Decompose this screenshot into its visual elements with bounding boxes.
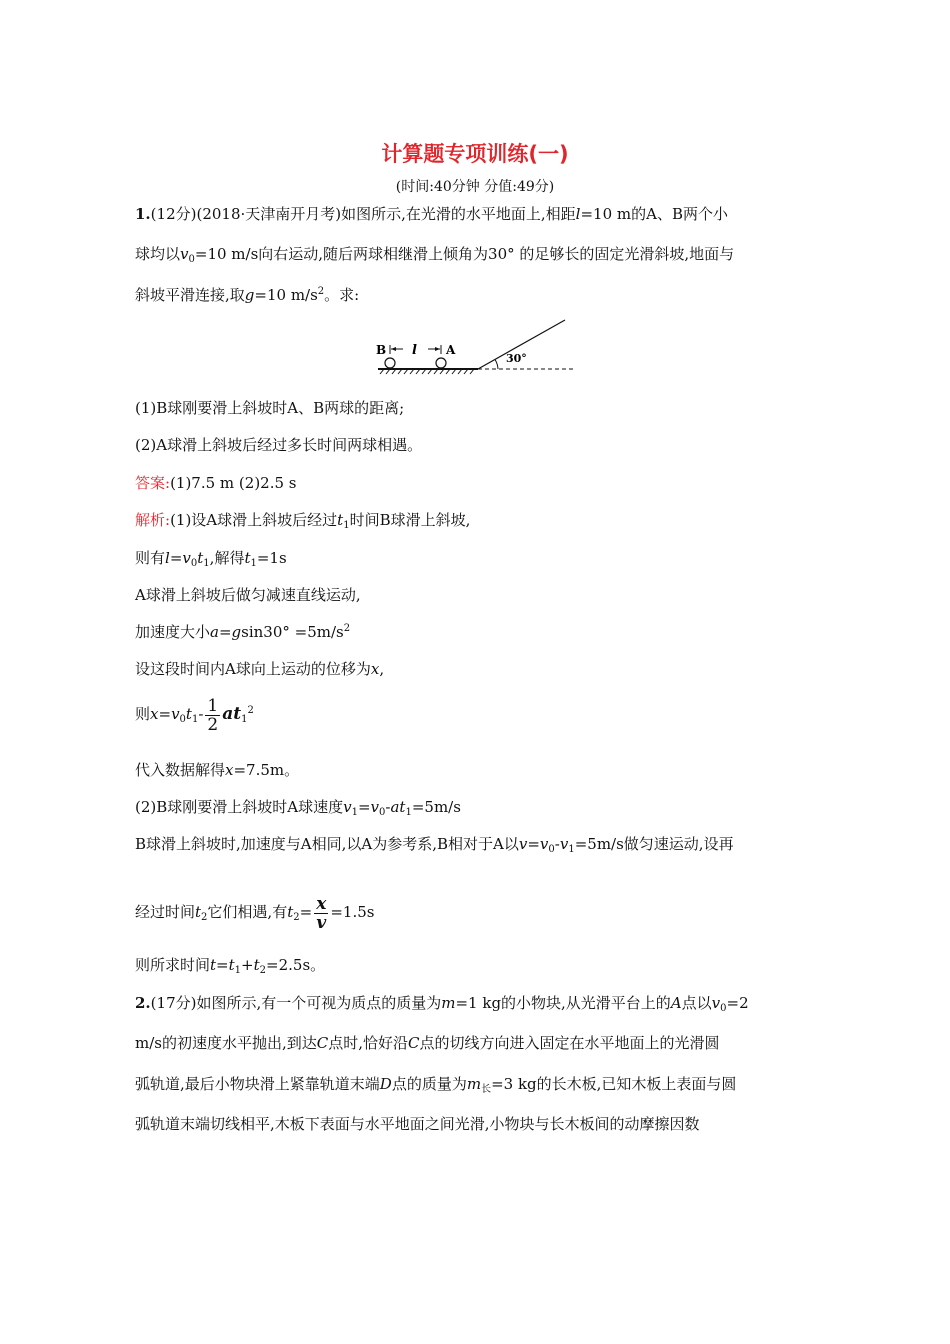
ball-b xyxy=(385,358,395,368)
q2-line-3: 弧轨道,最后小物块滑上紧靠轨道末端D点的质量为$m_长=3$ kg的长木板,已知木板上表面与圆 xyxy=(135,1075,737,1095)
q1-line-2: 球均以$v_0=10$ m/s向右运动,随后两球相继滑上倾角为30° 的足够长的固定光滑斜坡,地面与 xyxy=(135,245,735,265)
q2-line-4: 弧轨道末端切线相平,木板下表面与水平地面之间光滑,小物块与长木板间的动摩擦因数 xyxy=(135,1115,700,1133)
label-a: A xyxy=(446,343,456,357)
analysis-line-10: 经过时间$t_2$它们相遇,有$t_2=$ $\frac{x}{v}$ =1.5s xyxy=(135,893,375,933)
analysis-line-5: 设这段时间内A球向上运动的位移为x, xyxy=(135,660,385,678)
page-title: 计算题专项训练(一) xyxy=(381,142,569,166)
q2-number: 2. xyxy=(135,994,151,1012)
time-score-info: (时间:40分钟 分值:49分) xyxy=(395,179,555,195)
analysis-line-8: (2)B球刚要滑上斜坡时A球速度$v_1=v_0-at_1=5m/s$ xyxy=(135,798,461,818)
slope-diagram xyxy=(370,312,585,382)
q1-line-3: 斜坡平滑连接,取g=10 $m/s^2$。求: xyxy=(135,286,360,304)
analysis-line-4: 加速度大小$a=gsin30^\circ =5m/s^2$ xyxy=(135,623,351,641)
analysis-line-11: 则所求时间$t=t_1+t_2=2.5s$。 xyxy=(135,956,326,976)
analysis-label: 解析: xyxy=(135,511,171,529)
q2-line-1: 2.(17分)如图所示,有一个可视为质点的质量为m=1 kg的小物块,从光滑平台上的A点以$v_0=2$ xyxy=(135,994,749,1014)
analysis-line-9: B球滑上斜坡时,加速度与A相同,以A为参考系,B相对于A以$v=v_0-v_1=5m/s$做匀速运动,设再 xyxy=(135,835,734,855)
answer-label: 答案: xyxy=(135,474,171,492)
analysis-line-1: 解析:(1)设A球滑上斜坡后经过$t_1$时间B球滑上斜坡, xyxy=(135,511,471,531)
analysis-line-6: 则$x=v_0t_1-$ $\frac{1}{2}$ $at_1^2$ xyxy=(135,695,254,735)
q1-part-2: (2)A球滑上斜坡后经过多长时间两球相遇。 xyxy=(135,436,423,454)
ball-a xyxy=(436,358,446,368)
analysis-line-2: 则有$l=v_0t_1$,解得$t_1=1s$ xyxy=(135,549,287,569)
label-l: l xyxy=(412,343,417,358)
q1-line-1: 1.(12分)(2018·天津南开月考)如图所示,在光滑的水平地面上,相距l=10 m的A、B两个小 xyxy=(135,205,728,223)
q1-part-1: (1)B球刚要滑上斜坡时A、B两球的距离; xyxy=(135,399,405,417)
analysis-line-3: A球滑上斜坡后做匀减速直线运动, xyxy=(135,586,361,604)
answer-line: 答案:(1)7.5 m (2)2.5 s xyxy=(135,474,297,492)
analysis-line-7: 代入数据解得x=7.5m。 xyxy=(135,761,300,779)
q1-number: 1. xyxy=(135,205,151,223)
label-angle: 30° xyxy=(506,352,527,365)
x-over-v-fraction: $\frac{x}{v}$ xyxy=(316,893,327,933)
half-fraction: $\frac{1}{2}$ xyxy=(207,695,219,735)
label-b: B xyxy=(376,343,387,357)
q2-line-2: m/s的初速度水平抛出,到达C点时,恰好沿C点的切线方向进入固定在水平地面上的光滑圆 xyxy=(135,1034,720,1052)
